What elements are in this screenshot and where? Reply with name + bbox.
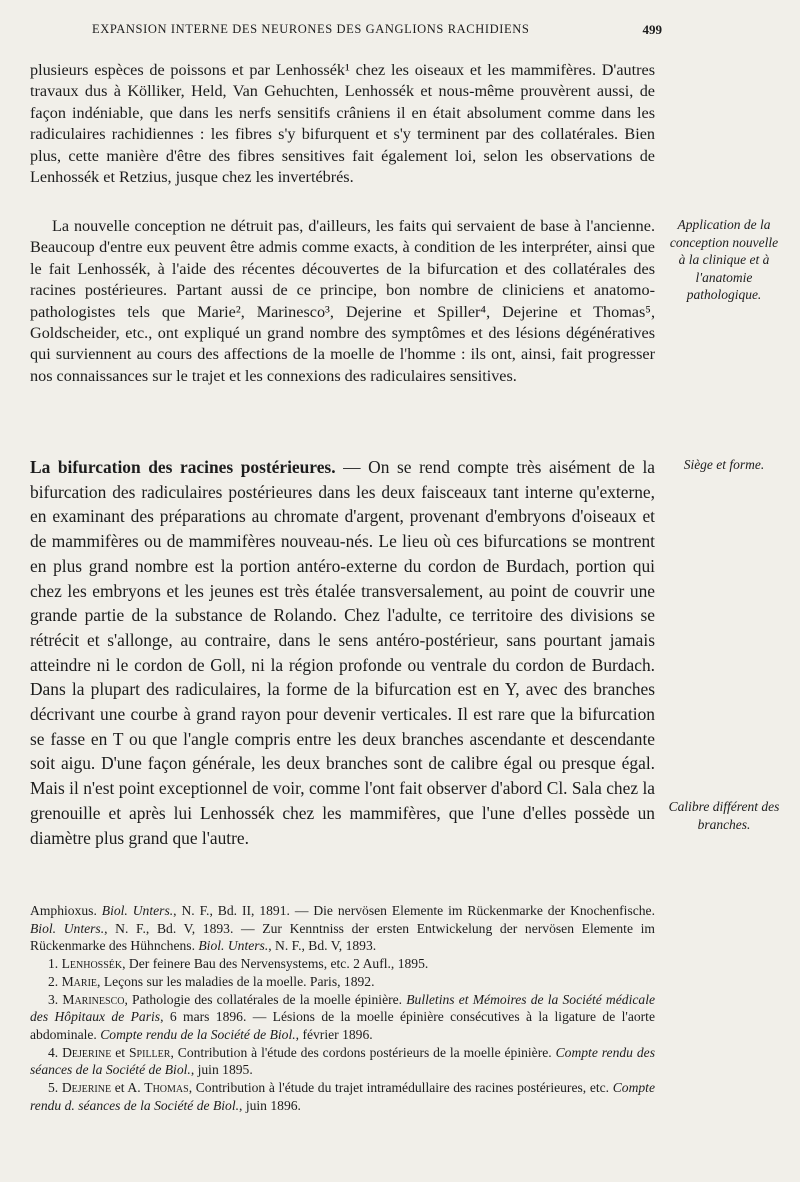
- section-block: [30, 455, 655, 850]
- footnote-continued: Amphioxus. Biol. Unters., N. F., Bd. II, 1891. — Die nervösen Elemente im Rückenmarke der Knochenfische. Biol. Unters., N. F., Bd. V, 1893. — Zur Kenntniss der ersten Entwickelung der nervösen Elemente im Rückenmarke des Hühnchens. Biol. Unters., N. F., Bd. V, 1893.: [30, 903, 655, 954]
- body-paragraph-2-block: [30, 216, 655, 387]
- footnote-5: 5. Dejerine et A. Thomas, Contribution à l'étude du trajet intramédullaire des racines postérieures, etc. Compte rendu d. séances de la Société de Biol., juin 1896.: [30, 1080, 655, 1113]
- body-paragraph-2: La nouvelle conception ne détruit pas, d'ailleurs, les faits qui servaient de base à l'ancienne. Beaucoup d'entre eux peuvent être admis comme exacts, à condition de les interpréter, ainsi que le fait Lenhossék, à l'aide des récentes découvertes de la bifurcation et des collatérales des racines postérieures. Partant aussi de ce principe, bon nombre de cliniciens et anatomo-pathologistes tels que Marie², Marinesco³, Dejerine et Spiller⁴, Dejerine et Thomas⁵, Goldscheider, etc., ont expliqué un grand nombre des symptômes et des lésions dégénératives qui surviennent au cours des affections de la moelle de l'homme : ils ont, ainsi, fait progresser nos connaissances sur le trajet et les connexions des radiculaires sensitives.: [30, 217, 655, 385]
- running-title: EXPANSION INTERNE DES NEURONES DES GANGLIONS RACHIDIENS: [92, 22, 530, 36]
- body-paragraph-3: [30, 455, 655, 850]
- footnote-4: 4. Dejerine et Spiller, Contribution à l'étude des cordons postérieurs de la moelle épinière. Compte rendu des séances de la Société de Biol., juin 1895.: [30, 1044, 656, 1078]
- running-header: [92, 22, 662, 37]
- footnote-1: 1. Lenhossék, Der feinere Bau des Nervensystems, etc. 2 Aufl., 1895.: [48, 956, 429, 972]
- page-number: 499: [642, 22, 662, 37]
- margin-note-calibre: Calibre différent des branches.: [668, 799, 780, 832]
- margin-note-application: Application de la conception nouvelle à la clinique et à l'anatomie pathologique.: [669, 217, 779, 302]
- section-text: — On se rend compte très aisément de la bifurcation des radiculaires postérieures dans les deux faisceaux tant interne qu'externe, en examinant des préparations au chromate d'argent, provenant d'embryons d'oiseaux et de mammifères ou de mammifères nouveau-nés. Le lieu où ces bifurcations se montrent en plus grand nombre est la portion antéro-externe du cordon de Burdach, portion qui chez les embryons et les jeunes est très étalée transversalement, au point de couvrir une grande partie de la substance de Rolando. Chez l'adulte, ce territoire des divisions se rétrécit et s'allonge, au contraire, dans le sens antéro-postérieur, sans pourtant jamais atteindre ni le cordon de Goll, ni la région profonde ou ventrale du cordon de Burdach. Dans la plupart des radiculaires, la forme de la bifurcation est en Y, avec des branches décrivant une courbe à grand rayon pour devenir verticales. Il est rare que la bifurcation se fasse en T ou que l'angle compris entre les deux branches ascendante et descendante soit aigu. D'une façon générale, les deux branches sont de calibre égal ou presque égal. Mais il n'est point exceptionnel de voir, comme l'ont fait observer d'abord Cl. Sala chez la grenouille et après lui Lenhossék chez les mammifères, que l'une d'elles possède un diamètre plus grand que l'autre.: [30, 457, 656, 848]
- body-paragraph-1: plusieurs espèces de poissons et par Lenhossék¹ chez les oiseaux et les mammifères. D'autres travaux dus à Kölliker, Held, Van Gehuchten, Lenhossék et nous-même prouvèrent aussi, de façon indéniable, que dans les nerfs sensitifs crâniens il en était absolument comme dans les radiculaires rachidiennes : les fibres s'y bifurquent et s'y terminent par des collatérales. Bien plus, cette manière d'être des fibres sensitives fait également loi, selon les observations de Lenhossék et Retzius, jusque chez les invertébrés.: [30, 61, 655, 187]
- footnotes: [30, 902, 655, 1114]
- margin-note-siege: Siège et forme.: [683, 457, 765, 472]
- footnote-3: 3. Marinesco, Pathologie des collatérales de la moelle épinière. Bulletins et Mémoires de la Société médicale des Hôpitaux de Paris, 6 mars 1896. — Lésions de la moelle épinière consécutives à la ligature de l'aorte abdominale. Compte rendu de la Société de Biol., février 1896.: [30, 991, 656, 1042]
- section-title: La bifurcation des racines postérieures.: [30, 457, 336, 477]
- body-paragraph-1-block: [30, 60, 655, 188]
- footnote-2: 2. Marie, Leçons sur les maladies de la moelle. Paris, 1892.: [48, 973, 375, 989]
